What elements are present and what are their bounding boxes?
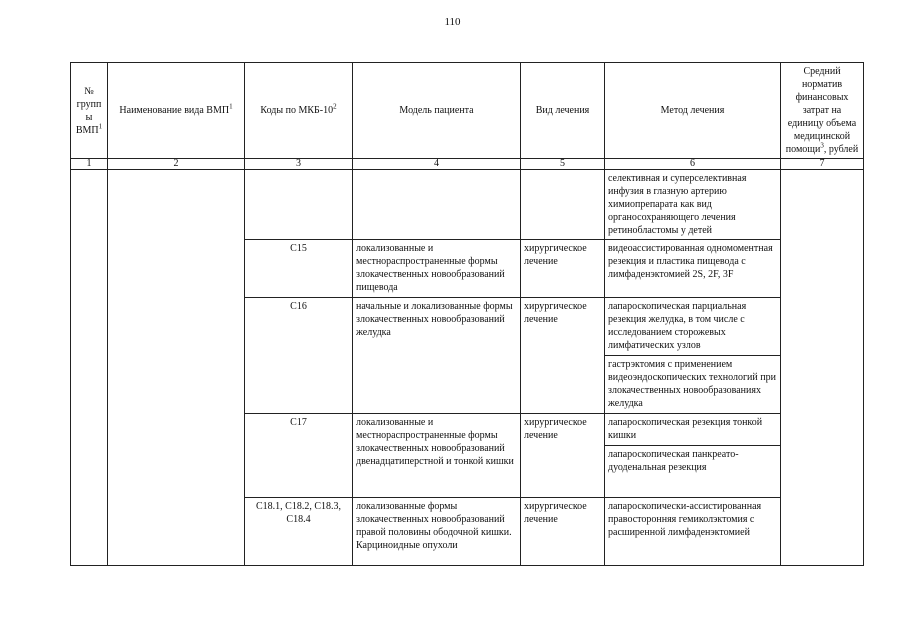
method-cell: видеоассистированная одномоментная резекция и пластика пищевода с лимфаденэктомией 2S, 2F, 3F	[605, 240, 781, 298]
column-number: 2	[108, 159, 245, 170]
column-number: 6	[605, 159, 781, 170]
column-number: 7	[781, 159, 864, 170]
patient-model-cell: локализованные формы злокачественных новообразований правой половины ободочной кишки. Карциноидные опухоли	[353, 498, 521, 566]
header-patient-model: Модель пациента	[353, 63, 521, 159]
column-number: 3	[245, 159, 353, 170]
header-treatment-type: Вид лечения	[521, 63, 605, 159]
treatment-type-cell: хирургическое лечение	[521, 414, 605, 498]
cost-norm-cell	[781, 170, 864, 566]
method-cell: лапароскопическая резекция тонкой кишки	[605, 414, 781, 446]
method-cell: гастрэктомия с применением видеоэндоскопических технологий при злокачественных новообразованиях желудка	[605, 356, 781, 414]
treatment-type-cell: хирургическое лечение	[521, 498, 605, 566]
column-number: 1	[71, 159, 108, 170]
icd-code-cell: C18.1, C18.2, C18.3, C18.4	[245, 498, 353, 566]
header-vmp-name: Наименование вида ВМП$^1$	[108, 63, 245, 159]
treatment-type-cell	[521, 170, 605, 240]
patient-model-cell: локализованные и местнораспространенные формы злокачественных новообразований двенадцатиперстной и тонкой кишки	[353, 414, 521, 498]
vmp-name-cell	[108, 170, 245, 566]
icd-code-cell: C16	[245, 298, 353, 414]
treatment-type-cell: хирургическое лечение	[521, 240, 605, 298]
column-number: 5	[521, 159, 605, 170]
column-number-row	[71, 159, 864, 170]
table-row	[71, 170, 864, 240]
group-number-cell	[71, 170, 108, 566]
header-treatment-method: Метод лечения	[605, 63, 781, 159]
patient-model-cell: начальные и локализованные формы злокачественных новообразований желудка	[353, 298, 521, 414]
icd-code-cell	[245, 170, 353, 240]
column-number: 4	[353, 159, 521, 170]
header-icd-codes: Коды по МКБ-$10^2$	[245, 63, 353, 159]
header-cost-norm: Средний норматив финансовых затрат на единицу объема медицинской помощи$^3$, рублей	[781, 63, 864, 159]
icd-code-cell: C17	[245, 414, 353, 498]
method-cell: селективная и суперселективная инфузия в глазную артерию химиопрепарата как вид органосохраняющего лечения ретинобластомы у детей	[605, 170, 781, 240]
vmp-table	[70, 62, 864, 566]
patient-model-cell: локализованные и местнораспространенные формы злокачественных новообразований пищевода	[353, 240, 521, 298]
method-cell: лапароскопически-ассистированная правосторонняя гемиколэктомия с расширенной лимфаденэктомией	[605, 498, 781, 566]
patient-model-cell	[353, 170, 521, 240]
header-row	[71, 63, 864, 159]
method-cell: лапароскопическая панкреато-дуоденальная резекция	[605, 446, 781, 498]
header-group-number: № групп ы ВМП$^1$	[71, 63, 108, 159]
method-cell: лапароскопическая парциальная резекция желудка, в том числе с исследованием сторожевых лимфатических узлов	[605, 298, 781, 356]
icd-code-cell: C15	[245, 240, 353, 298]
page-number: 110	[444, 16, 461, 28]
treatment-type-cell: хирургическое лечение	[521, 298, 605, 414]
